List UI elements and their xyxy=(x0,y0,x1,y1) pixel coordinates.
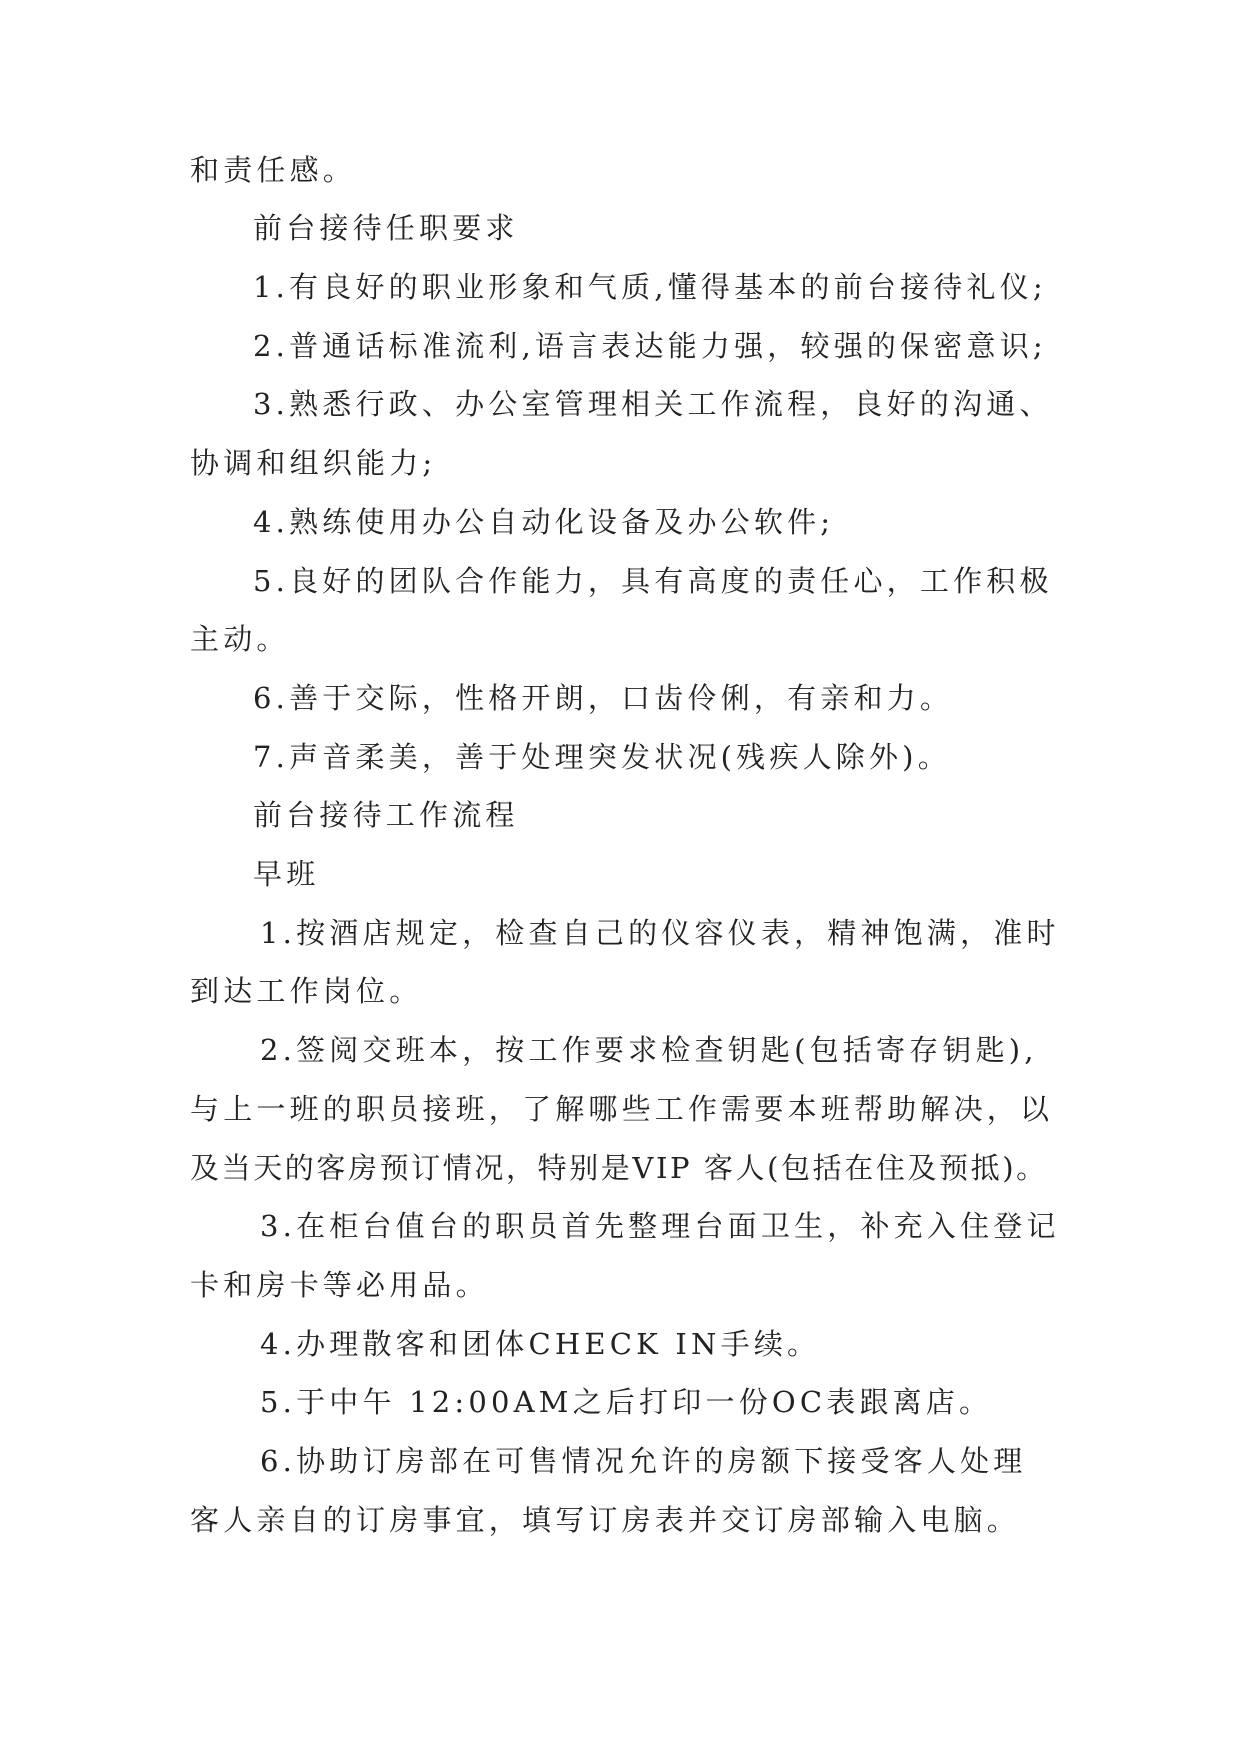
workflow-step-4: 4.办理散客和团体CHECK IN手续。 xyxy=(260,1327,821,1361)
requirement-item-5-continued: 主动。 xyxy=(190,622,290,656)
workflow-step-5: 5.于中午 12:00AM之后打印一份OC表跟离店。 xyxy=(260,1385,993,1419)
requirement-item-3: 3.熟悉行政、办公室管理相关工作流程，良好的沟通、 xyxy=(253,387,1053,421)
subsection-heading-morning-shift: 早班 xyxy=(253,857,320,891)
workflow-step-3: 3.在柜台值台的职员首先整理台面卫生，补充入住登记 xyxy=(260,1209,1060,1243)
workflow-step-6-continued: 客人亲自的订房事宜，填写订房表并交订房部输入电脑。 xyxy=(190,1503,1021,1537)
section-heading-requirements: 前台接待任职要求 xyxy=(253,211,519,245)
section-heading-workflow: 前台接待工作流程 xyxy=(253,798,519,832)
requirement-item-5: 5.良好的团队合作能力，具有高度的责任心，工作积极 xyxy=(253,564,1053,598)
requirement-item-4: 4.熟练使用办公自动化设备及办公软件; xyxy=(253,505,835,539)
workflow-step-1: 1.按酒店规定，检查自己的仪容仪表，精神饱满，准时 xyxy=(260,916,1060,950)
text-line-1: 和责任感。 xyxy=(190,153,357,187)
requirement-item-7: 7.声音柔美，善于处理突发状况(残疾人除外)。 xyxy=(253,740,951,774)
workflow-step-2-continued: 与上一班的职员接班，了解哪些工作需要本班帮助解决，以 xyxy=(190,1092,1054,1126)
workflow-step-2-continued-2: 及当天的客房预订情况，特别是VIP 客人(包括在住及预抵)。 xyxy=(190,1151,1048,1185)
requirement-item-3-continued: 协调和组织能力; xyxy=(190,446,437,480)
workflow-step-6: 6.协助订房部在可售情况允许的房额下接受客人处理 xyxy=(260,1444,1027,1478)
workflow-step-3-continued: 卡和房卡等必用品。 xyxy=(190,1268,489,1302)
requirement-item-2: 2.普通话标准流利,语言表达能力强，较强的保密意识; xyxy=(253,329,1047,363)
workflow-step-2: 2.签阅交班本，按工作要求检查钥匙(包括寄存钥匙), xyxy=(260,1033,1038,1067)
requirement-item-6: 6.善于交际，性格开朗，口齿伶俐，有亲和力。 xyxy=(253,681,954,715)
requirement-item-1: 1.有良好的职业形象和气质,懂得基本的前台接待礼仪; xyxy=(253,270,1047,304)
workflow-step-1-continued: 到达工作岗位。 xyxy=(190,974,423,1008)
